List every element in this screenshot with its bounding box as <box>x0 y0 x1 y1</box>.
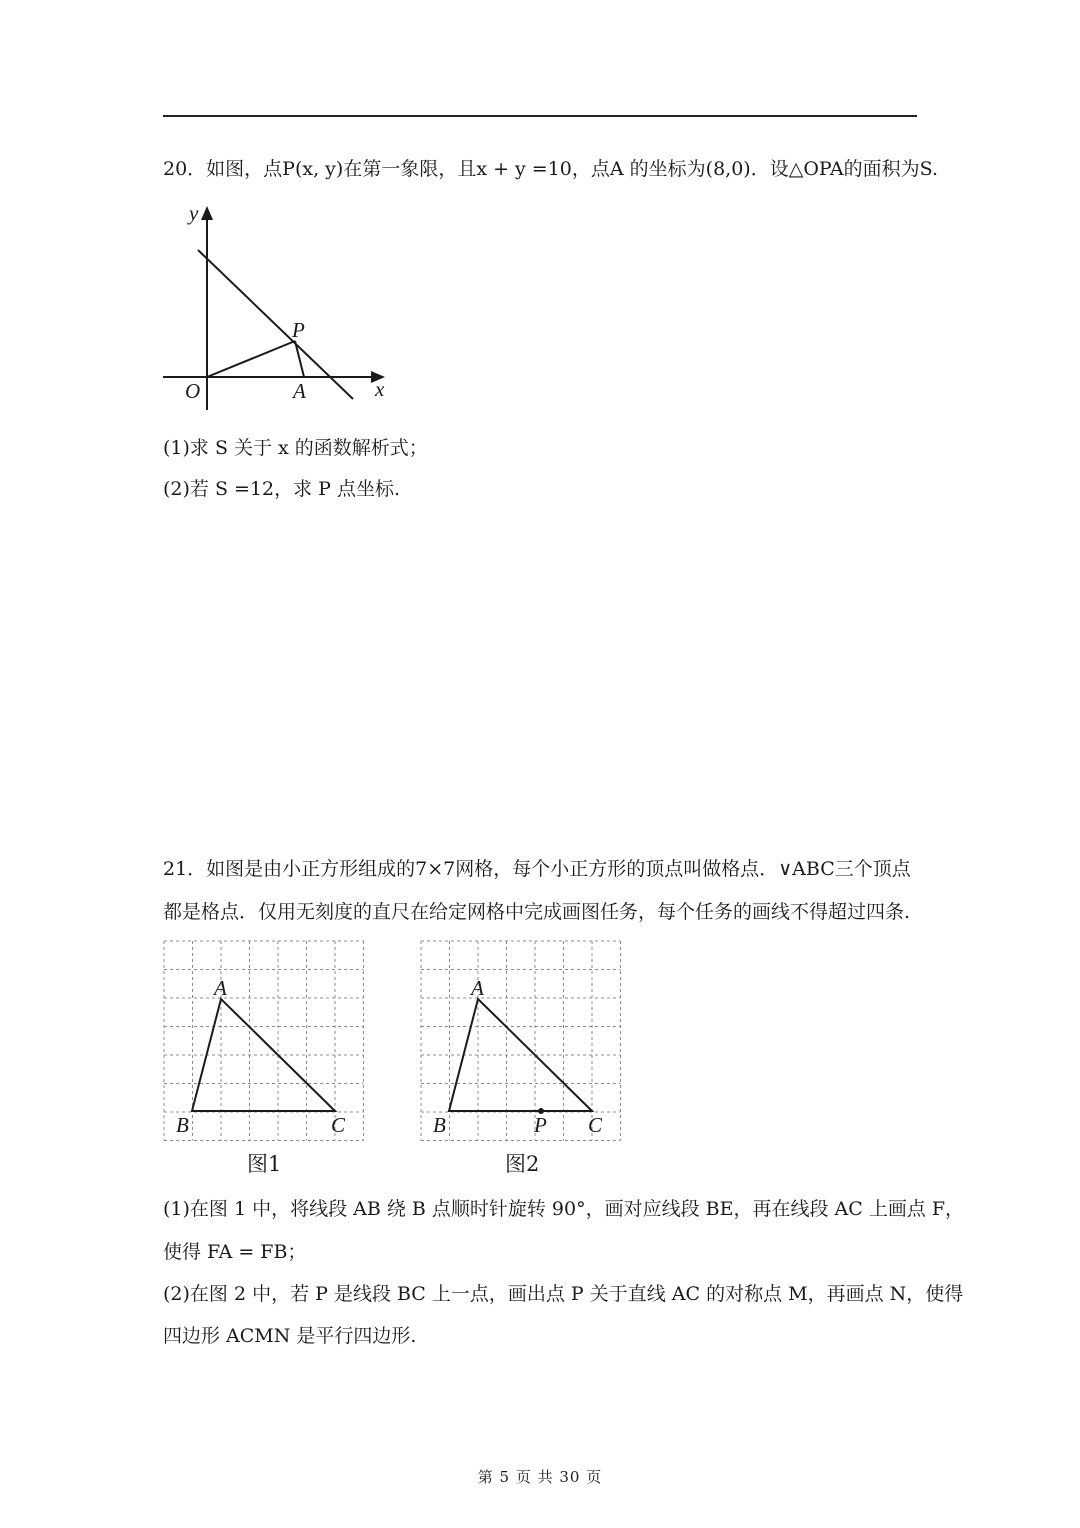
label-y: y <box>189 201 199 225</box>
label-b: B <box>433 1113 446 1137</box>
label-x: x <box>375 377 385 401</box>
label-a: A <box>214 976 227 1000</box>
figure-1-caption: 图1 <box>247 1152 282 1176</box>
label-b: B <box>176 1113 189 1137</box>
q20-sub2: (2)若 S =12，求 P 点坐标. <box>163 478 401 500</box>
q20-sub1: (1)求 S 关于 x 的函数解析式； <box>163 437 428 459</box>
figure-2-grid <box>420 940 622 1142</box>
segment-op <box>207 341 295 377</box>
label-p: P <box>292 318 305 342</box>
figure-1-grid <box>163 940 365 1142</box>
q20-coordinate-figure <box>155 200 395 415</box>
label-p: P <box>534 1113 547 1137</box>
label-a: A <box>471 976 484 1000</box>
label-c: C <box>331 1113 346 1137</box>
label-a: A <box>293 379 306 403</box>
page-footer: 第 5 页 共 30 页 <box>477 1468 603 1486</box>
q21-text-line2: 都是格点．仅用无刻度的直尺在给定网格中完成画图任务，每个任务的画线不得超过四条. <box>163 901 911 923</box>
label-o: O <box>185 379 201 403</box>
q21-sub2-line2: 四边形 ACMN 是平行四边形. <box>163 1325 417 1347</box>
q20-text: 20．如图，点P(x, y)在第一象限，且x + y =10，点A 的坐标为(8,0)．设△OPA的面积为S. <box>163 158 939 180</box>
q21-sub1-line1: (1)在图 1 中，将线段 AB 绕 B 点顺时针旋转 90°，画对应线段 BE，再在线段 AC 上画点 F， <box>163 1198 965 1220</box>
y-axis-arrow <box>201 206 213 220</box>
q21-sub1-line2: 使得 FA = FB； <box>163 1241 307 1263</box>
q21-sub2-line1: (2)在图 2 中，若 P 是线段 BC 上一点，画出点 P 关于直线 AC 的对称点 M，再画点 N，使得 <box>163 1283 964 1305</box>
label-c: C <box>588 1113 603 1137</box>
header-rule <box>163 115 917 117</box>
figure-2-caption: 图2 <box>505 1152 540 1176</box>
q21-text-line1: 21．如图是由小正方形组成的7×7网格，每个小正方形的顶点叫做格点．∨ABC三个顶点 <box>163 858 911 880</box>
